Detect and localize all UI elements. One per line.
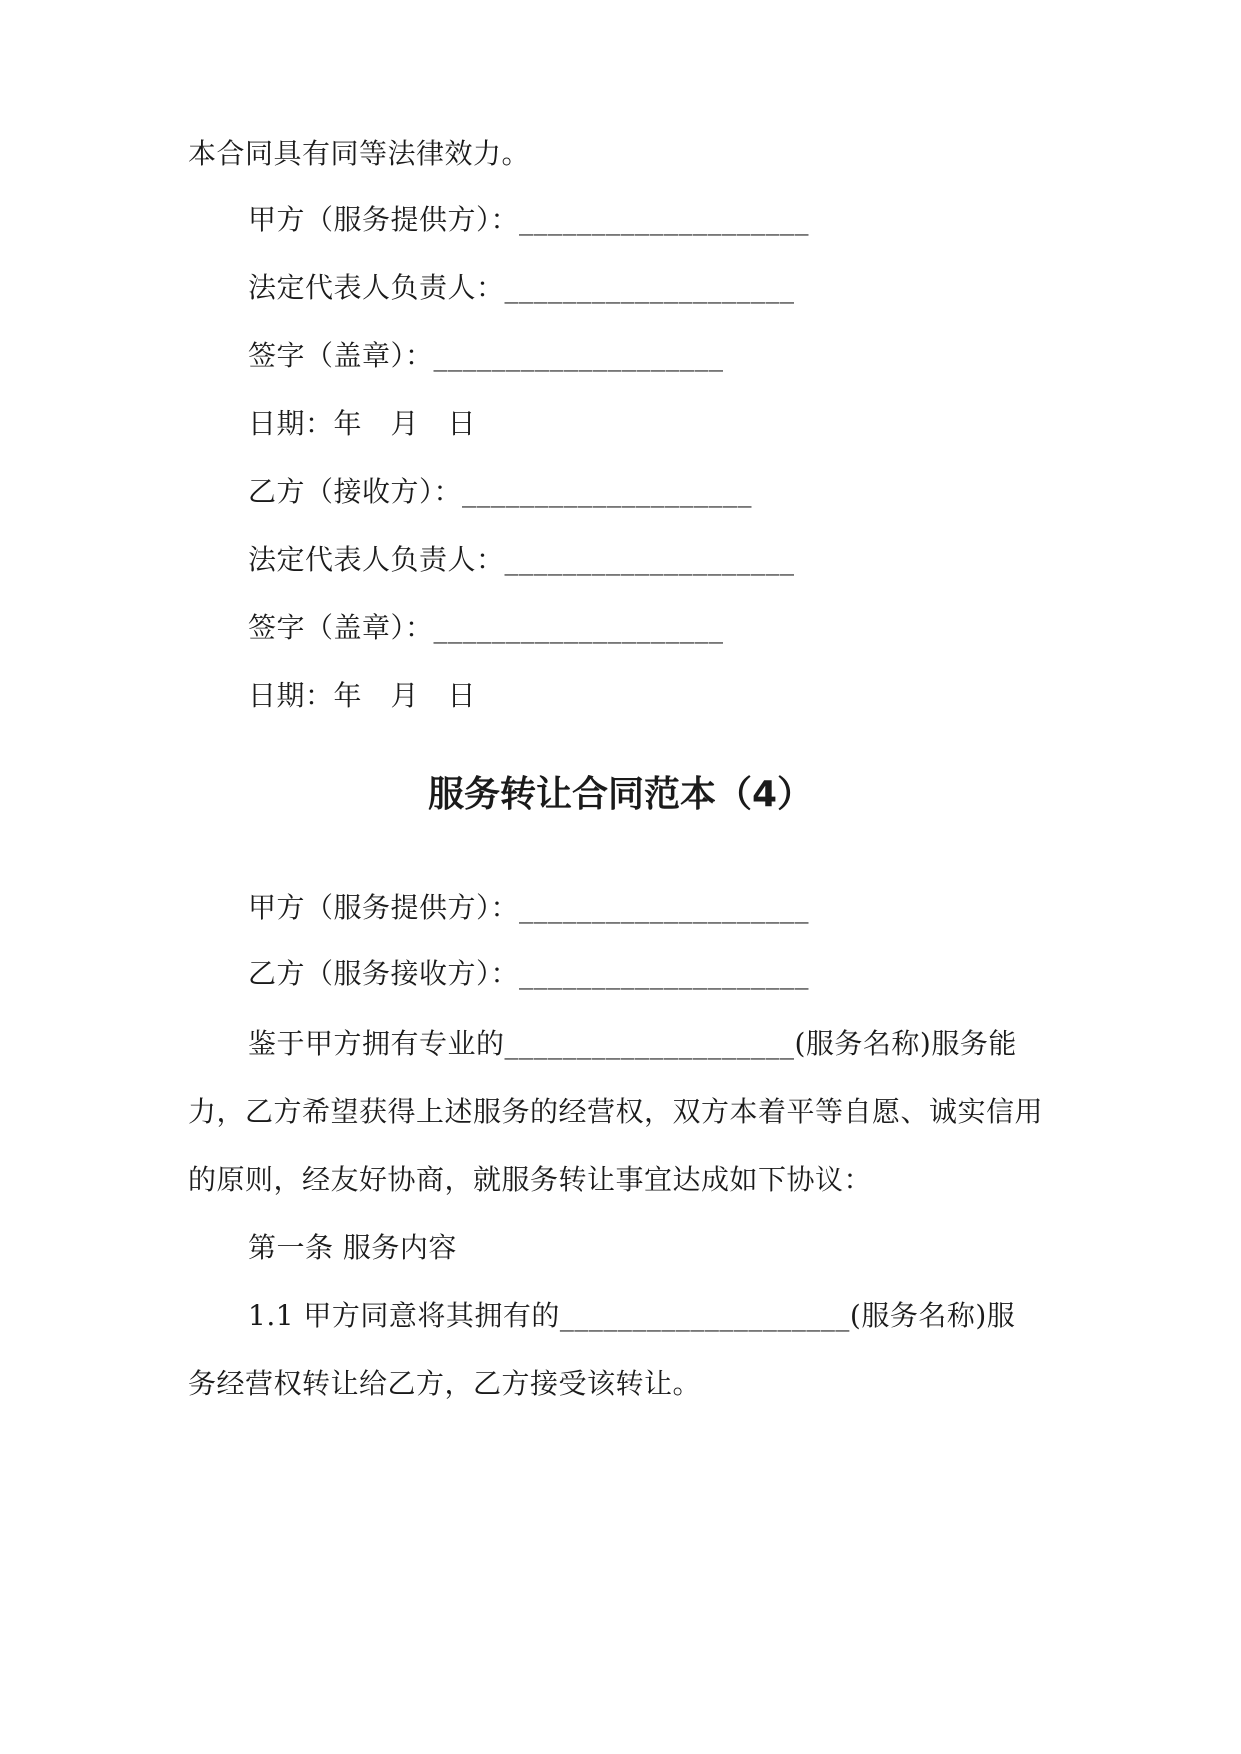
- preamble-line-2: 力，乙方希望获得上述服务的经营权，双方本着平等自愿、诚实信用: [188, 1095, 1044, 1128]
- party-a-date-line: 日期：年 月 日: [248, 407, 477, 440]
- party-a-signature-line: 签字（盖章）：____________________: [248, 339, 724, 372]
- party-b-receiver-line-2: 乙方（服务接收方）：____________________: [248, 957, 810, 990]
- article-1-heading: 第一条 服务内容: [248, 1231, 457, 1264]
- paragraph-continuation: 本合同具有同等法律效力。: [188, 137, 531, 170]
- clause-1-1-line-1: 1.1 甲方同意将其拥有的____________________(服务名称)服: [248, 1299, 1016, 1332]
- party-a-provider-line: 甲方（服务提供方）：____________________: [248, 203, 810, 236]
- party-a-provider-line-2: 甲方（服务提供方）：____________________: [248, 891, 810, 924]
- party-b-receiver-line: 乙方（接收方）：____________________: [248, 475, 753, 508]
- party-b-legal-rep-line: 法定代表人负责人：____________________: [248, 543, 795, 576]
- party-a-legal-rep-line: 法定代表人负责人：____________________: [248, 271, 795, 304]
- party-b-signature-line: 签字（盖章）：____________________: [248, 611, 724, 644]
- preamble-line-3: 的原则，经友好协商，就服务转让事宜达成如下协议：: [188, 1163, 873, 1196]
- clause-1-1-line-2: 务经营权转让给乙方，乙方接受该转让。: [188, 1367, 702, 1400]
- party-b-date-line: 日期：年 月 日: [248, 679, 477, 712]
- preamble-line-1: 鉴于甲方拥有专业的____________________(服务名称)服务能: [248, 1027, 1017, 1060]
- contract-title: 服务转让合同范本（4）: [427, 774, 814, 815]
